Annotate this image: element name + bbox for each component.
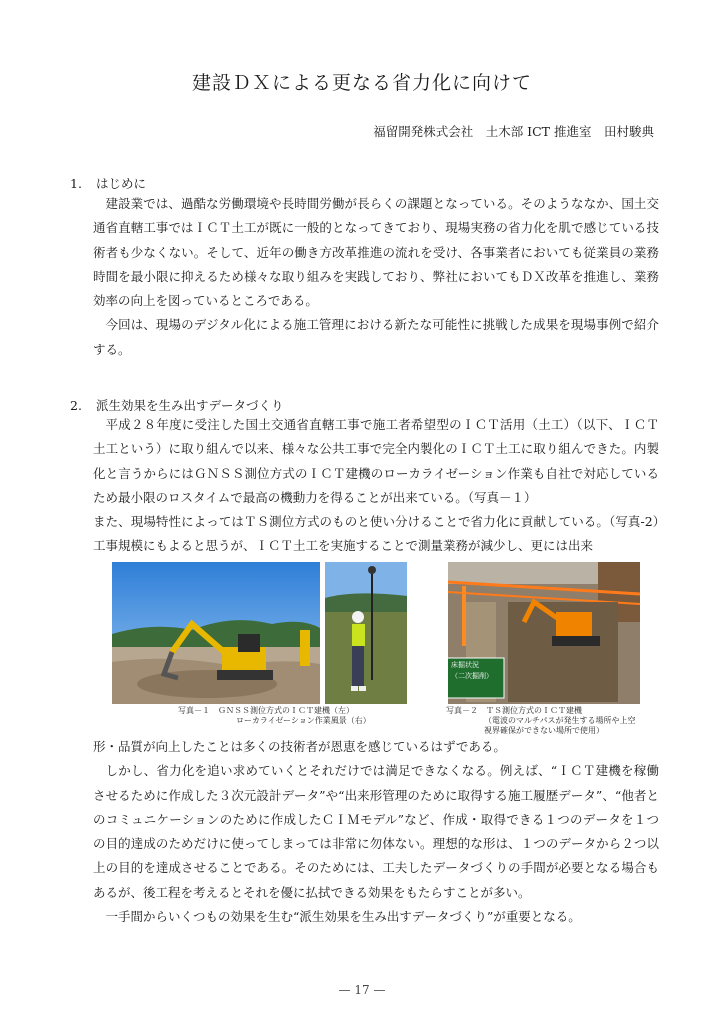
section-2-title: 派生効果を生み出すデータづくり <box>96 398 284 413</box>
caption-line: 写真－２ ＴＳ測位方式のＩＣＴ建機 <box>446 706 582 715</box>
photo-2-caption <box>446 706 636 736</box>
photo-1-caption <box>178 706 371 726</box>
paragraph: 一手間からいくつもの効果を生む“派生効果を生み出すデータづくり”が重要となる。 <box>105 909 581 925</box>
section-1-body <box>93 192 659 362</box>
caption-line: 視界確保ができない場所で使用） <box>484 726 604 735</box>
caption-line: （電波のマルチパスが発生する場所や上空 <box>484 716 636 725</box>
sign-line-2: （二次掘削） <box>451 672 493 680</box>
page-number: — 17 — <box>338 983 386 997</box>
section-2-body-top <box>93 413 659 559</box>
caption-line: ローカライゼーション作業風景（右） <box>236 716 371 725</box>
photo-localization-survey <box>325 562 407 704</box>
section-2-heading <box>70 396 284 414</box>
paragraph: 平成２８年度に受注した国土交通省直轄工事で施工者希望型のＩＣＴ活用（土工）（以下、ＩＣＴ土工という）に取り組んで以来、様々な公共工事で完全内製化のＩＣＴ土工に取り組んできた。内製化と言うからにはＧＮＳＳ測位方式のＩＣＴ建機のローカライゼーション作業も自社で対応しているため最小限のロスタイムで最高の機動力を得ることが出来ている。（写真－１） <box>93 417 659 505</box>
sign-line-1: 床掘状況 <box>451 661 479 669</box>
caption-line: 写真－１ ＧＮＳＳ測位方式のＩＣＴ建機（左） <box>178 706 354 715</box>
paragraph: しかし、省力化を追い求めていくとそれだけでは満足できなくなる。例えば、“ＩＣＴ建機を稼働させるために作成した３次元設計データ”や“出来形管理のために取得する施工履歴データ”、“他者とのコミュニケーションのために作成したＣＩＭモデル”など、作成・取得できる１つのデータを１つの目的達成のためだけに使ってしまっては非常に勿体ない。理想的な形は、１つのデータから２つ以上の目的を達成させることである。そのためには、工夫したデータづくりの手間が必要となる場合もあるが、後工程を考えるとそれを優に払拭できる効果をもたらすことが多い。 <box>93 763 659 900</box>
paragraph: 今回は、現場のデジタル化による施工管理における新たな可能性に挑戦した成果を現場事例で紹介する。 <box>93 317 659 357</box>
work-sign <box>448 660 507 682</box>
page-title: 建設ＤＸによる更なる省力化に向けて <box>191 72 532 94</box>
section-2-body-bottom <box>93 735 659 929</box>
section-2-number: 2. <box>70 398 82 413</box>
section-1-heading <box>70 174 146 192</box>
author-line: 福留開発株式会社 土木部 ICT 推進室 田村駿典 <box>373 124 654 139</box>
paragraph: また、現場特性によってはＴＳ測位方式のものと使い分けることで省力化に貢献している。（写真-2）工事規模にもよると思うが、ＩＣＴ土工を実施することで測量業務が減少し、更には出来 <box>93 514 659 554</box>
paragraph: 形・品質が向上したことは多くの技術者が恩恵を感じているはずである。 <box>93 739 506 754</box>
section-1-number: 1. <box>70 176 82 191</box>
section-1-title: はじめに <box>96 176 147 191</box>
paragraph: 建設業では、過酷な労働環境や長時間労働が長らくの課題となっている。そのようななか、国土交通省直轄工事ではＩＣＴ土工が既に一般的となってきており、現場実務の省力化を肌で感じている技術者も少なくない。そして、近年の働き方改革推進の流れを受け、各事業者においても従業員の業務時間を最小限に抑えるため様々な取り組みを実践しており、弊社においてもＤＸ改革を推進し、業務効率の向上を図っているところである。 <box>93 196 659 309</box>
photo-gnss-excavator <box>112 562 320 704</box>
photo-ts-excavator <box>448 562 640 704</box>
